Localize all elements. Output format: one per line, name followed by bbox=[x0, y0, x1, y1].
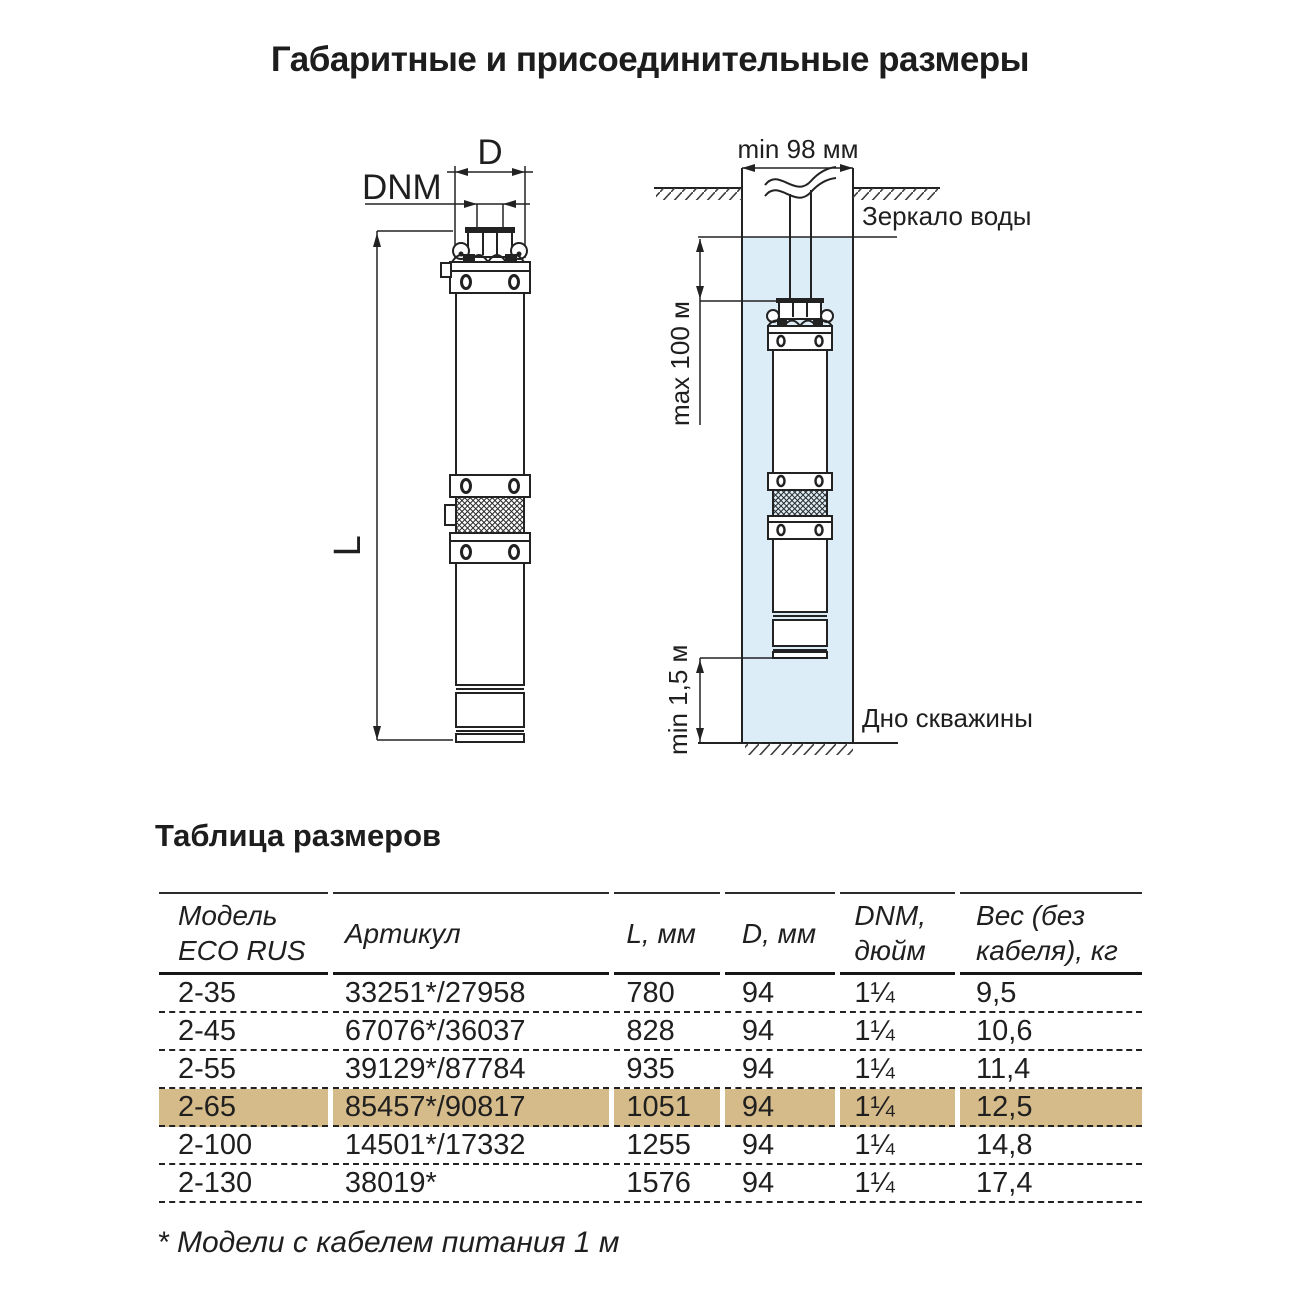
table-row bbox=[159, 1165, 1142, 1203]
cell-length: 1255 bbox=[614, 1127, 720, 1165]
dim-min-clearance-label: min 1,5 м bbox=[663, 644, 694, 755]
page-title: Габаритные и присоединительные размеры bbox=[270, 40, 1030, 79]
cell-model: 2-35 bbox=[159, 975, 328, 1013]
cell-diameter: 94 bbox=[725, 1165, 836, 1203]
header-weight: Вес (без кабеля), кг bbox=[960, 892, 1142, 975]
header-model: Модель ECO RUS bbox=[159, 892, 328, 975]
dim-l-label: L bbox=[327, 535, 370, 557]
cell-length: 828 bbox=[614, 1013, 720, 1051]
cell-model: 2-65 bbox=[159, 1089, 328, 1127]
header-diameter: D, мм bbox=[725, 892, 836, 975]
cell-dnm: 1¼ bbox=[840, 1051, 955, 1089]
cell-model: 2-45 bbox=[159, 1013, 328, 1051]
water-surface-label: Зеркало воды bbox=[862, 201, 1032, 231]
cell-diameter: 94 bbox=[725, 1013, 836, 1051]
dim-d-label: D bbox=[477, 133, 503, 172]
cell-length: 1051 bbox=[614, 1089, 720, 1127]
dim-min-width-lines bbox=[742, 164, 853, 172]
dim-min-width-label: min 98 мм bbox=[737, 134, 859, 164]
cell-model: 2-130 bbox=[159, 1165, 328, 1203]
cell-dnm: 1¼ bbox=[840, 1127, 955, 1165]
dim-l-lines bbox=[373, 231, 453, 740]
cell-dnm: 1¼ bbox=[840, 975, 955, 1013]
table-row bbox=[159, 1127, 1142, 1165]
cell-model: 2-100 bbox=[159, 1127, 328, 1165]
cell-article: 85457*/90817 bbox=[333, 1089, 609, 1127]
dim-max-depth-label: max 100 м bbox=[665, 301, 696, 426]
cell-diameter: 94 bbox=[725, 1089, 836, 1127]
cell-model: 2-55 bbox=[159, 1051, 328, 1089]
table-row bbox=[159, 1051, 1142, 1089]
cell-article: 67076*/36037 bbox=[333, 1013, 609, 1051]
cell-diameter: 94 bbox=[725, 975, 836, 1013]
table-row bbox=[159, 975, 1142, 1013]
footnote: * Модели с кабелем питания 1 м bbox=[157, 1226, 620, 1259]
header-length: L, мм bbox=[614, 892, 720, 975]
cell-article: 14501*/17332 bbox=[333, 1127, 609, 1165]
header-article: Артикул bbox=[333, 892, 609, 975]
cell-length: 780 bbox=[614, 975, 720, 1013]
table-row-highlighted bbox=[159, 1089, 1142, 1127]
cell-length: 935 bbox=[614, 1051, 720, 1089]
cell-dnm: 1¼ bbox=[840, 1089, 955, 1127]
pump-in-well bbox=[767, 298, 833, 658]
pump-outline bbox=[441, 227, 530, 742]
header-dnm: DNM, дюйм bbox=[840, 892, 955, 975]
dim-dnm-label: DNM bbox=[362, 168, 442, 207]
left-pump-drawing bbox=[365, 166, 533, 742]
cell-diameter: 94 bbox=[725, 1127, 836, 1165]
well-bottom-label: Дно скважины bbox=[862, 703, 1033, 733]
table-title: Таблица размеров bbox=[155, 818, 442, 853]
cell-weight: 14,8 bbox=[960, 1127, 1142, 1165]
cell-weight: 17,4 bbox=[960, 1165, 1142, 1203]
cell-dnm: 1¼ bbox=[840, 1013, 955, 1051]
table-header-row bbox=[159, 892, 1142, 975]
table-row bbox=[159, 1013, 1142, 1051]
cell-weight: 12,5 bbox=[960, 1089, 1142, 1127]
cell-article: 39129*/87784 bbox=[333, 1051, 609, 1089]
cell-weight: 11,4 bbox=[960, 1051, 1142, 1089]
cell-length: 1576 bbox=[614, 1165, 720, 1203]
well-drawing bbox=[654, 164, 940, 755]
cell-dnm: 1¼ bbox=[840, 1165, 955, 1203]
dimensions-table bbox=[154, 892, 1147, 1203]
cell-article: 38019* bbox=[333, 1165, 609, 1203]
cell-weight: 10,6 bbox=[960, 1013, 1142, 1051]
cell-diameter: 94 bbox=[725, 1051, 836, 1089]
cell-article: 33251*/27958 bbox=[333, 975, 609, 1013]
cell-weight: 9,5 bbox=[960, 975, 1142, 1013]
